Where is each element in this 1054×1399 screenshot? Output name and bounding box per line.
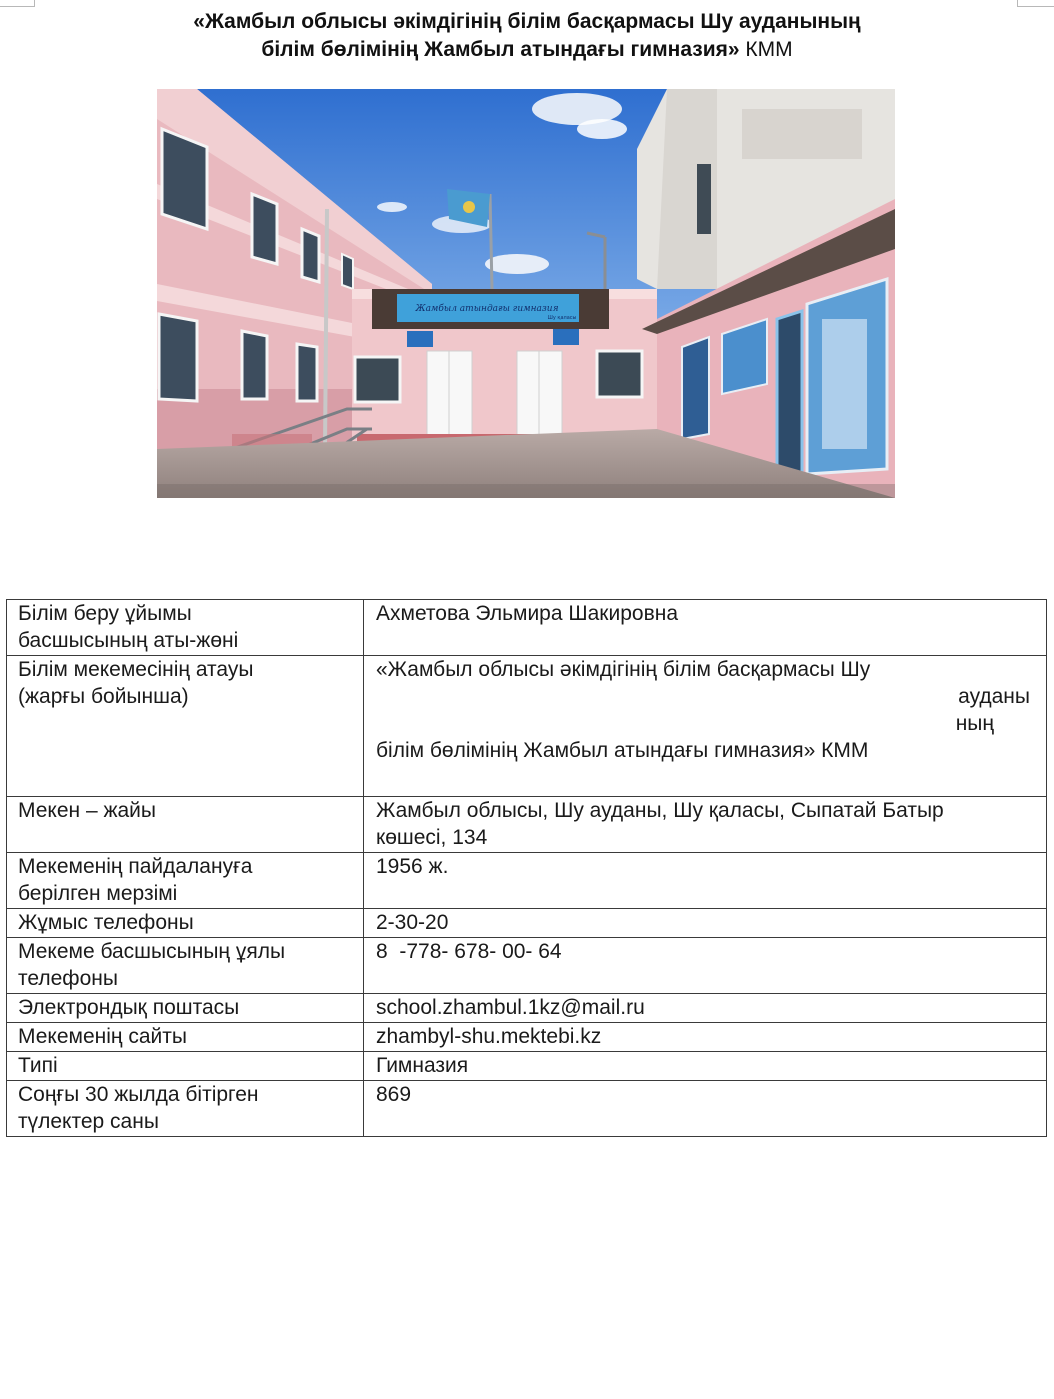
value-line: school.zhambul.1kz@mail.ru xyxy=(376,996,645,1019)
table-row xyxy=(7,1023,1047,1052)
row-key xyxy=(7,994,364,1023)
row-value xyxy=(364,1081,1047,1137)
key-line: Мекеме басшысының ұялы xyxy=(18,940,286,963)
value-line: Гимназия xyxy=(376,1054,469,1077)
row-value xyxy=(364,656,1047,797)
row-key xyxy=(7,1023,364,1052)
table-row xyxy=(7,938,1047,994)
key-line: Білім беру ұйымы xyxy=(18,602,192,625)
row-value xyxy=(364,994,1047,1023)
key-line: (жарғы бойынша) xyxy=(18,685,189,708)
key-line: Білім мекемесінің атауы xyxy=(18,658,254,681)
document-title xyxy=(0,8,1054,64)
value-line: 1956 ж. xyxy=(376,855,449,878)
row-key xyxy=(7,1052,364,1081)
value-line: ның xyxy=(955,712,994,735)
row-key xyxy=(7,797,364,853)
key-line: берілген мерзімі xyxy=(18,882,178,905)
row-key xyxy=(7,938,364,994)
row-value xyxy=(364,938,1047,994)
value-line: zhambyl-shu.mektebi.kz xyxy=(376,1025,602,1048)
row-value xyxy=(364,1052,1047,1081)
row-value xyxy=(364,909,1047,938)
key-line: түлектер саны xyxy=(18,1110,159,1133)
value-line: Жамбыл облысы, Шу ауданы, Шу қаласы, Сыпатай Батыр xyxy=(376,799,944,822)
row-value xyxy=(364,1023,1047,1052)
key-line: Мекеменің пайдалануға xyxy=(18,855,253,878)
row-key xyxy=(7,853,364,909)
key-line: Типі xyxy=(18,1054,58,1077)
row-key xyxy=(7,909,364,938)
row-key xyxy=(7,656,364,797)
title-line-2-kmm: КММ xyxy=(739,38,793,61)
value-line: Ахметова Эльмира Шакировна xyxy=(376,602,679,625)
key-line: Мекеменің сайты xyxy=(18,1025,187,1048)
table-row xyxy=(7,1081,1047,1137)
row-value xyxy=(364,853,1047,909)
key-line: Электрондық поштасы xyxy=(18,996,240,1019)
row-key xyxy=(7,1081,364,1137)
title-line-2 xyxy=(0,36,1054,64)
row-value xyxy=(364,797,1047,853)
value-line: «Жамбыл облысы әкімдігінің білім басқармасы Шу xyxy=(376,658,871,681)
table-row xyxy=(7,656,1047,797)
value-line: білім бөлімінің Жамбыл атындағы гимназия» КММ xyxy=(376,739,869,762)
row-key xyxy=(7,600,364,656)
key-line: Жұмыс телефоны xyxy=(18,911,194,934)
key-line: Мекен – жайы xyxy=(18,799,157,822)
table-row xyxy=(7,1052,1047,1081)
table-row xyxy=(7,797,1047,853)
page-corner-marker-right xyxy=(1017,0,1054,7)
entrance-sign-subtext: Шу қаласы xyxy=(547,315,577,321)
value-line: 2-30-20 xyxy=(376,911,449,934)
institution-info-table xyxy=(6,599,1047,1137)
title-line-1: «Жамбыл облысы әкімдігінің білім басқармасы Шу ауданының xyxy=(193,10,861,33)
table-row xyxy=(7,994,1047,1023)
value-line: 8 -778- 678- 00- 64 xyxy=(376,940,562,963)
school-building-photo xyxy=(157,89,895,498)
value-line: 869 xyxy=(376,1083,412,1106)
entrance-sign-text: Жамбыл атындағы гимназия xyxy=(415,304,559,314)
key-line: басшысының аты-жөні xyxy=(18,629,239,652)
row-value xyxy=(364,600,1047,656)
table-row xyxy=(7,600,1047,656)
key-line: телефоны xyxy=(18,967,118,990)
page-corner-marker-left xyxy=(0,0,35,7)
value-line: ауданы xyxy=(958,685,1030,708)
table-row xyxy=(7,853,1047,909)
title-line-2-main: білім бөлімінің Жамбыл атындағы гимназия» xyxy=(261,38,740,61)
value-line: көшесі, 134 xyxy=(376,826,488,849)
table-row xyxy=(7,909,1047,938)
key-line: Соңғы 30 жылда бітірген xyxy=(18,1083,259,1106)
